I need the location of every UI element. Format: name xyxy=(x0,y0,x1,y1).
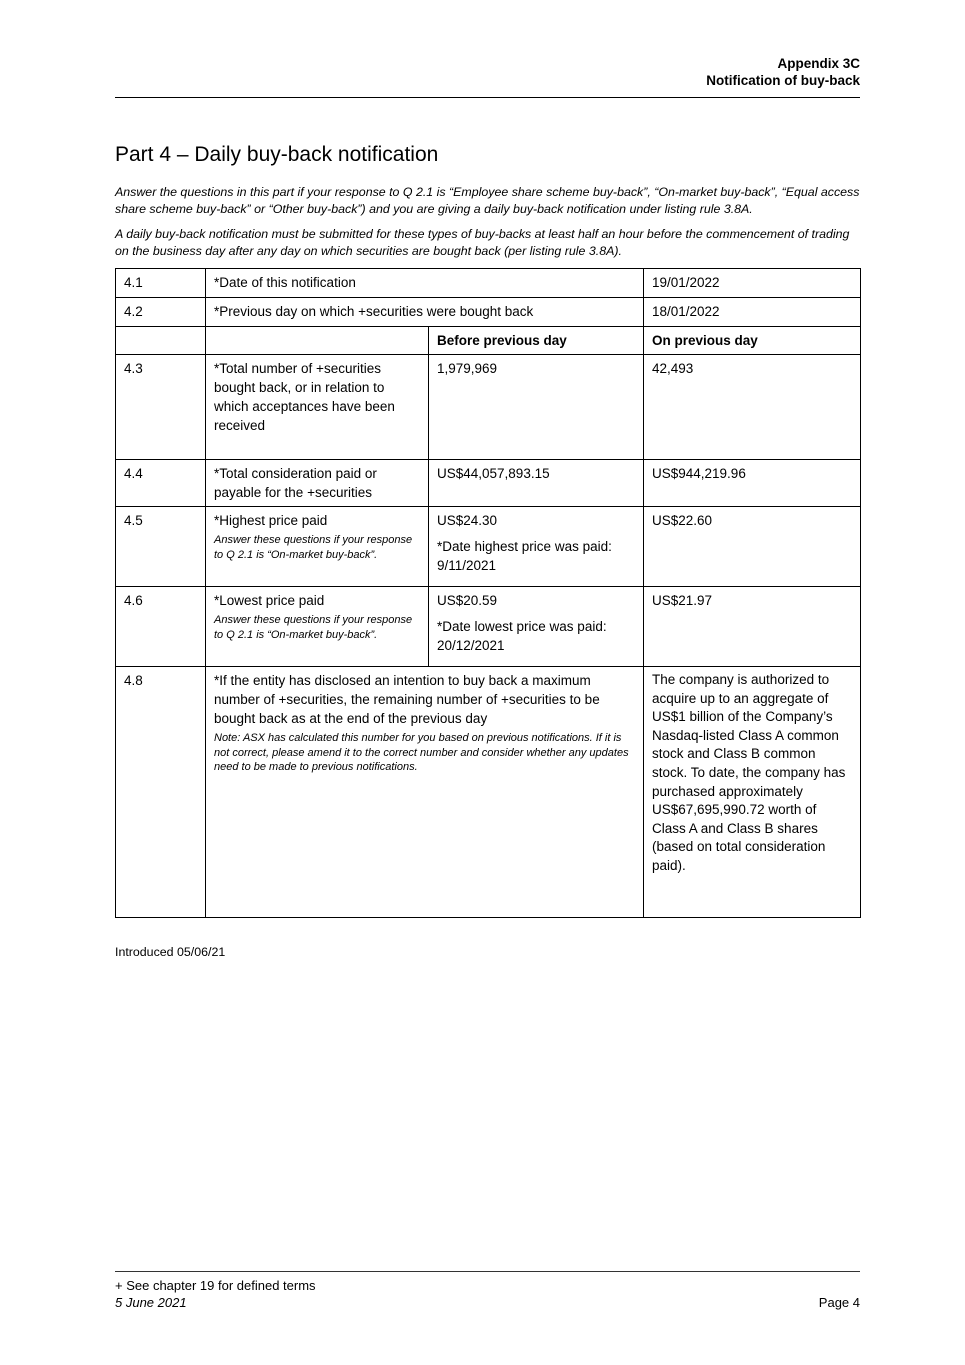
footer-left xyxy=(115,1277,316,1311)
row-number: 4.6 xyxy=(116,587,206,667)
row-label: *Total number of +securities bought back, or in relation to which acceptances have been received xyxy=(206,355,429,460)
row-value: 18/01/2022 xyxy=(644,298,861,327)
table-row-4-2 xyxy=(116,298,861,327)
page-title: Part 4 – Daily buy-back notification xyxy=(115,143,439,166)
table-row-4-1 xyxy=(116,269,861,298)
row-label: *Total consideration paid or payable for the +securities xyxy=(206,460,429,507)
row-value: 19/01/2022 xyxy=(644,269,861,298)
footer-date: 5 June 2021 xyxy=(115,1295,187,1310)
col-header-before-previous-day: Before previous day xyxy=(429,327,644,355)
row-label-cell xyxy=(206,587,429,667)
row-label: *Lowest price paid xyxy=(214,593,325,608)
introduced-note: Introduced 05/06/21 xyxy=(115,945,226,959)
value-before-previous-day xyxy=(429,587,644,667)
col-header-on-previous-day: On previous day xyxy=(644,327,861,355)
table-row-4-8 xyxy=(116,667,861,918)
highest-price-value: US$24.30 xyxy=(437,513,498,528)
intro-section xyxy=(115,184,860,260)
table-column-header-row xyxy=(116,327,861,355)
row-number: 4.5 xyxy=(116,507,206,587)
value-on-previous-day: US$22.60 xyxy=(644,507,861,587)
table-row-4-6 xyxy=(116,587,861,667)
value-before-previous-day: US$44,057,893.15 xyxy=(429,460,644,507)
row-note: Answer these questions if your response to Q 2.1 is “On-market buy-back”. xyxy=(214,534,413,561)
document-subtitle: Notification of buy-back xyxy=(706,73,860,88)
value-before-previous-day xyxy=(429,507,644,587)
page-footer xyxy=(115,1271,860,1311)
highest-price-date: *Date highest price was paid: 9/11/2021 xyxy=(437,539,612,573)
table-row-4-4 xyxy=(116,460,861,507)
page-content xyxy=(115,0,860,960)
empty-cell xyxy=(116,327,206,355)
row-number: 4.3 xyxy=(116,355,206,460)
lowest-price-value: US$20.59 xyxy=(437,593,498,608)
footer-defined-terms: + See chapter 19 for defined terms xyxy=(115,1278,316,1293)
appendix-label: Appendix 3C xyxy=(777,56,860,71)
footer-page-number: Page 4 xyxy=(818,1295,860,1310)
buyback-table xyxy=(115,268,861,918)
intro-paragraph-2: A daily buy-back notification must be submitted for these types of buy-backs at least half an hour before the commencement of trading on the business day after any day on which securities are bought back (per listing rule 3.8A). xyxy=(115,227,850,258)
row-number: 4.4 xyxy=(116,460,206,507)
row-label-cell xyxy=(206,667,644,918)
row-label: *Date of this notification xyxy=(206,269,644,298)
value-before-previous-day: 1,979,969 xyxy=(429,355,644,460)
row-note: Note: ASX has calculated this number for you based on previous notifications. If it is not correct, please amend it to the correct number and consider whether any updates need to be made to previous notifications. xyxy=(214,732,629,773)
row-number: 4.8 xyxy=(116,667,206,918)
row-number: 4.1 xyxy=(116,269,206,298)
row-label-cell xyxy=(206,507,429,587)
lowest-price-date: *Date lowest price was paid: 20/12/2021 xyxy=(437,619,607,653)
row-label: *If the entity has disclosed an intention to buy back a maximum number of +securities, the remaining number of +securities to be bought back as at the end of the previous day xyxy=(214,673,600,726)
row-number: 4.2 xyxy=(116,298,206,327)
table-row-4-5 xyxy=(116,507,861,587)
document-header xyxy=(115,55,860,98)
row-note: Answer these questions if your response to Q 2.1 is “On-market buy-back”. xyxy=(214,614,413,641)
empty-cell xyxy=(206,327,429,355)
row-label: *Highest price paid xyxy=(214,513,328,528)
row-label: *Previous day on which +securities were bought back xyxy=(206,298,644,327)
value-on-previous-day: US$21.97 xyxy=(644,587,861,667)
remaining-buyback-statement: The company is authorized to acquire up to an aggregate of US$1 billion of the Company’s Nasdaq-listed Class A common stock and Class B common stock. To date, the company has purchased approximately US$67,695,990.72 worth of Class A and Class B shares (based on total consideration paid). xyxy=(644,667,861,918)
value-on-previous-day: 42,493 xyxy=(644,355,861,460)
value-on-previous-day: US$944,219.96 xyxy=(644,460,861,507)
intro-paragraph-1: Answer the questions in this part if your response to Q 2.1 is “Employee share scheme buy-back”, “On-market buy-back”, “Equal access share scheme buy-back” or “Other buy-back”) and you are giving a daily buy-back notification under listing rule 3.8A. xyxy=(115,185,860,216)
table-row-4-3 xyxy=(116,355,861,460)
